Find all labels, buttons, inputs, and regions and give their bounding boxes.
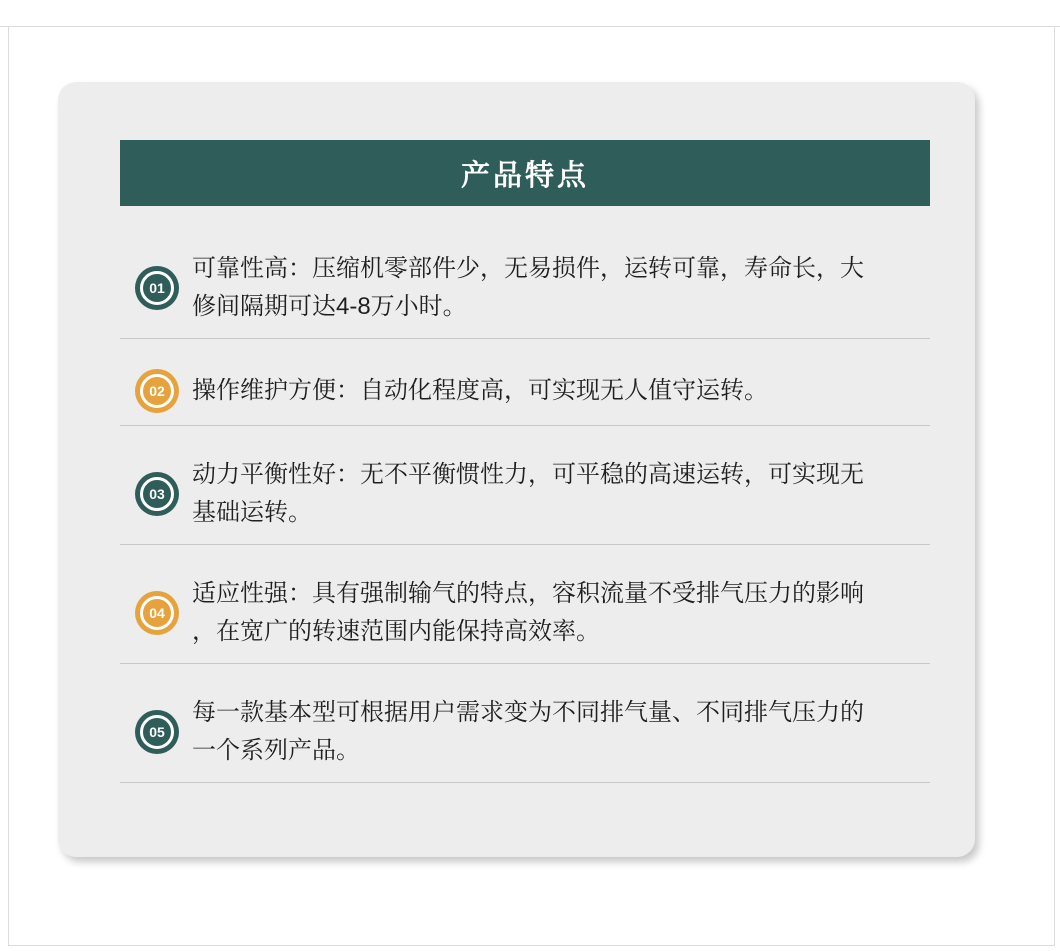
feature-number-badge [135, 266, 179, 310]
section-title-bar [120, 140, 930, 206]
feature-number-core [140, 374, 174, 408]
feature-text: 操作维护方便：自动化程度高，可实现无人值守运转。 [192, 377, 768, 404]
feature-number-core [140, 271, 174, 305]
feature-text: 可靠性高：压缩机零部件少，无易损件，运转可靠，寿命长，大修间隔期可达4-8万小时。 [192, 255, 864, 320]
feature-number: 04 [149, 605, 165, 621]
section-title: 产品特点 [460, 159, 589, 192]
feature-number-badge [135, 591, 179, 635]
feature-text: 每一款基本型可根据用户需求变为不同排气量、不同排气压力的一个系列产品。 [192, 699, 864, 764]
features-list [120, 206, 930, 783]
feature-item [120, 339, 930, 426]
feature-number: 05 [149, 724, 165, 740]
feature-number-badge [135, 472, 179, 516]
feature-number: 02 [149, 383, 165, 399]
feature-text: 动力平衡性好：无不平衡惯性力，可平稳的高速运转，可实现无基础运转。 [192, 461, 864, 526]
feature-number: 01 [149, 280, 165, 296]
feature-item [120, 545, 930, 664]
feature-item [120, 206, 930, 339]
feature-item [120, 426, 930, 545]
feature-number-badge [135, 369, 179, 413]
feature-number-core [140, 715, 174, 749]
feature-number: 03 [149, 486, 165, 502]
feature-number-core [140, 596, 174, 630]
feature-text: 适应性强：具有强制输气的特点，容积流量不受排气压力的影响，在宽广的转速范围内能保持高效率。 [192, 580, 864, 645]
features-card [58, 82, 975, 857]
feature-number-badge [135, 710, 179, 754]
feature-number-core [140, 477, 174, 511]
feature-item [120, 664, 930, 783]
